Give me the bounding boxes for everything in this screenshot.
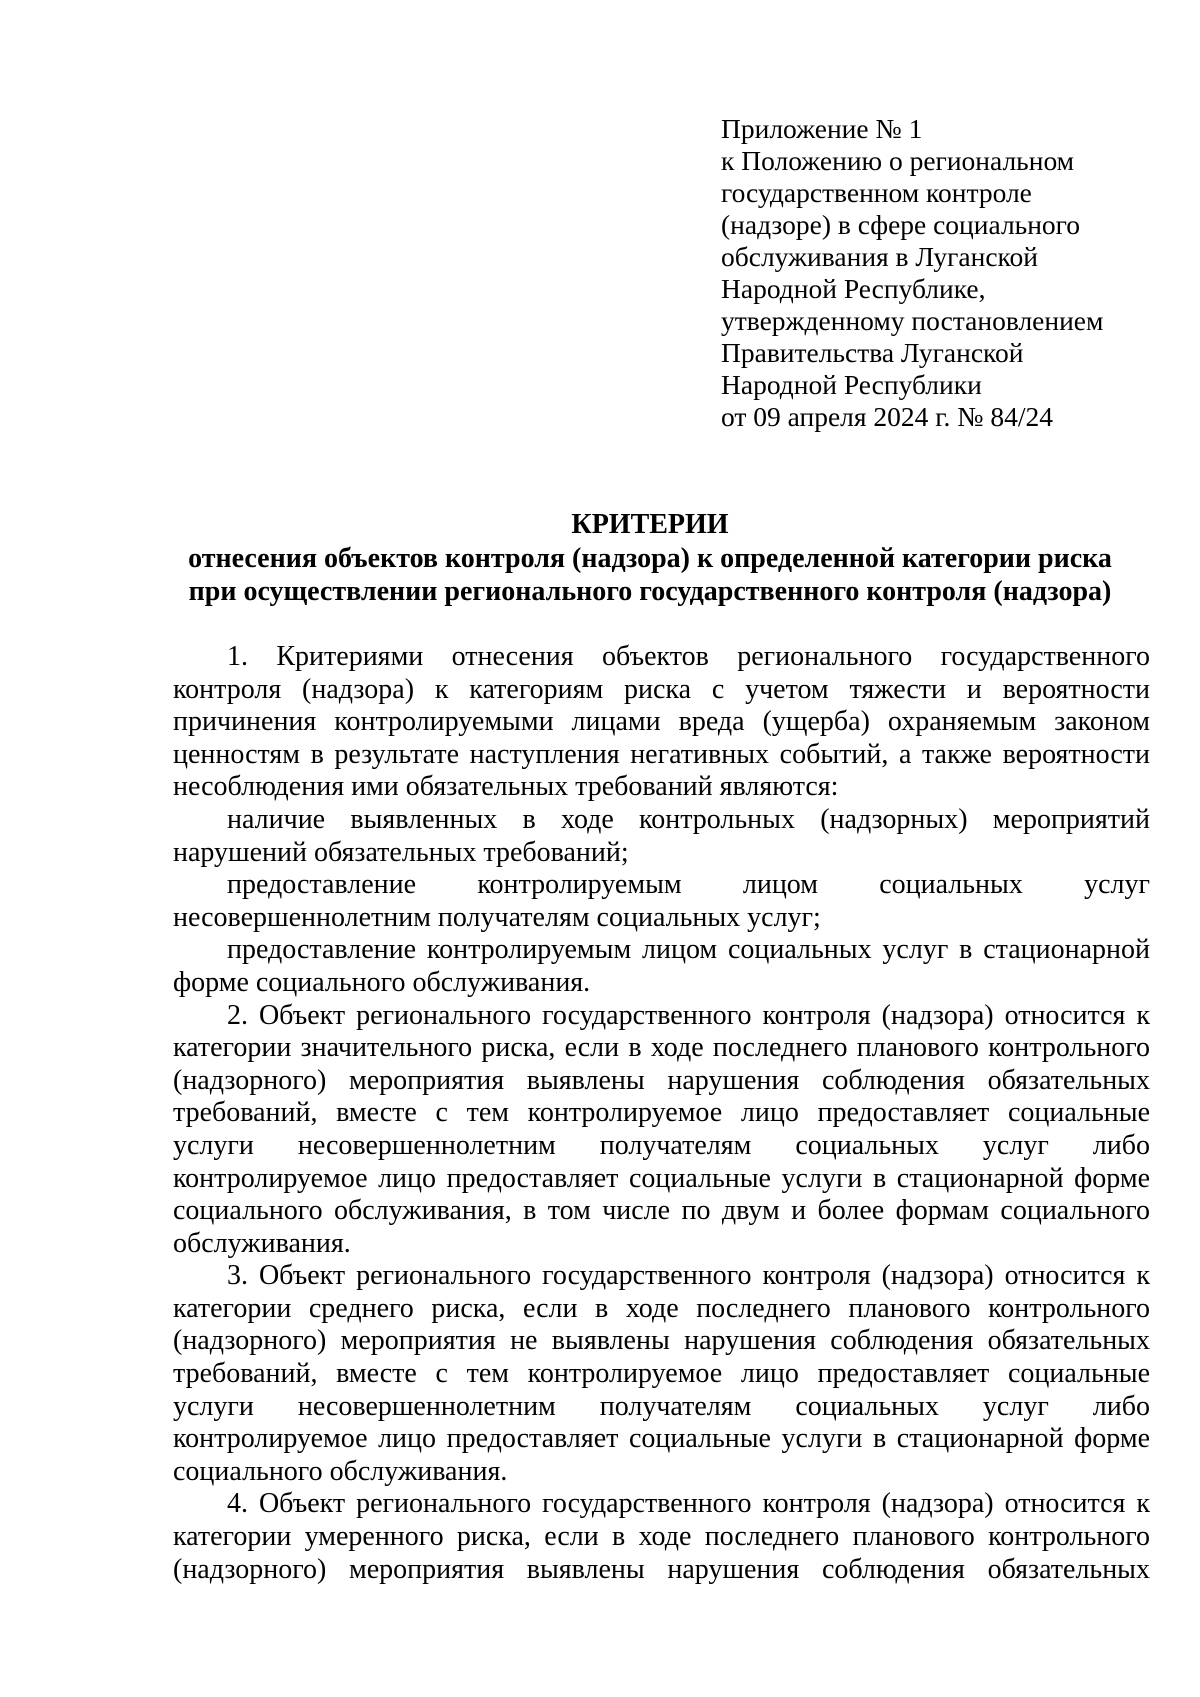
appendix-line: государственном контроле — [721, 177, 1032, 208]
document-heading — [150, 508, 1150, 608]
appendix-line: Народной Республики — [721, 369, 982, 400]
paragraph-criteria-intro: 1. Критериями отнесения объектов регионального государственного контроля (надзора) к категориям риска с учетом тяжести и вероятности причинения контролируемыми лицами вреда (ущерба) охраняемым законом ценностям в результате наступления негативных событий, а также вероятности несоблюдения ими обязательных требований являются: — [173, 641, 1150, 803]
paragraph-criterion-violations: наличие выявленных в ходе контрольных (надзорных) мероприятий нарушений обязательных требований; — [173, 803, 1150, 868]
document-title: КРИТЕРИИ — [571, 509, 729, 540]
paragraph-significant-risk: 2. Объект регионального государственного контроля (надзора) относится к категории значительного риска, если в ходе последнего планового контрольного (надзорного) мероприятия выявлены нарушения соблюдения обязательных требований, вместе с тем контролируемое лицо предоставляет социальные услуги несовершеннолетним получателям социальных услуг либо контролируемое лицо предоставляет социальные услуги в стационарной форме социального обслуживания, в том числе по двум и более формам социального обслуживания. — [173, 999, 1150, 1259]
paragraph-criterion-minors: предоставление контролируемым лицом социальных услуг несовершеннолетним получателям социальных услуг; — [173, 869, 1150, 933]
appendix-line: обслуживания в Луганской — [721, 241, 1038, 272]
appendix-line: от 09 апреля 2024 г. № 84/24 — [721, 401, 1053, 432]
appendix-line: утвержденному постановлением — [721, 305, 1104, 336]
document-subtitle-line: при осуществлении регионального государственного контроля (надзора) — [188, 576, 1112, 607]
appendix-line: Народной Республике, — [721, 273, 986, 304]
document-body — [173, 641, 1150, 1586]
appendix-line: Приложение № 1 — [721, 113, 923, 144]
appendix-line: к Положению о региональном — [721, 145, 1075, 176]
appendix-reference — [721, 113, 1161, 433]
document-subtitle-line: отнесения объектов контроля (надзора) к определенной категории риска — [188, 543, 1112, 574]
paragraph-moderate-risk: 4. Объект регионального государственного контроля (надзора) относится к категории умеренного риска, если в ходе последнего планового контрольного (надзорного) мероприятия выявлены нарушения соблюдения обязательных — [173, 1488, 1150, 1585]
paragraph-criterion-inpatient: предоставление контролируемым лицом социальных услуг в стационарной форме социального обслуживания. — [173, 934, 1150, 998]
appendix-line: (надзоре) в сфере социального — [721, 209, 1081, 240]
appendix-line: Правительства Луганской — [721, 337, 1024, 368]
paragraph-medium-risk: 3. Объект регионального государственного контроля (надзора) относится к категории среднего риска, если в ходе последнего планового контрольного (надзорного) мероприятия не выявлены нарушения соблюдения обязательных требований, вместе с тем контролируемое лицо предоставляет социальные услуги несовершеннолетним получателям социальных услуг либо контролируемое лицо предоставляет социальные услуги в стационарной форме социального обслуживания. — [173, 1260, 1150, 1487]
